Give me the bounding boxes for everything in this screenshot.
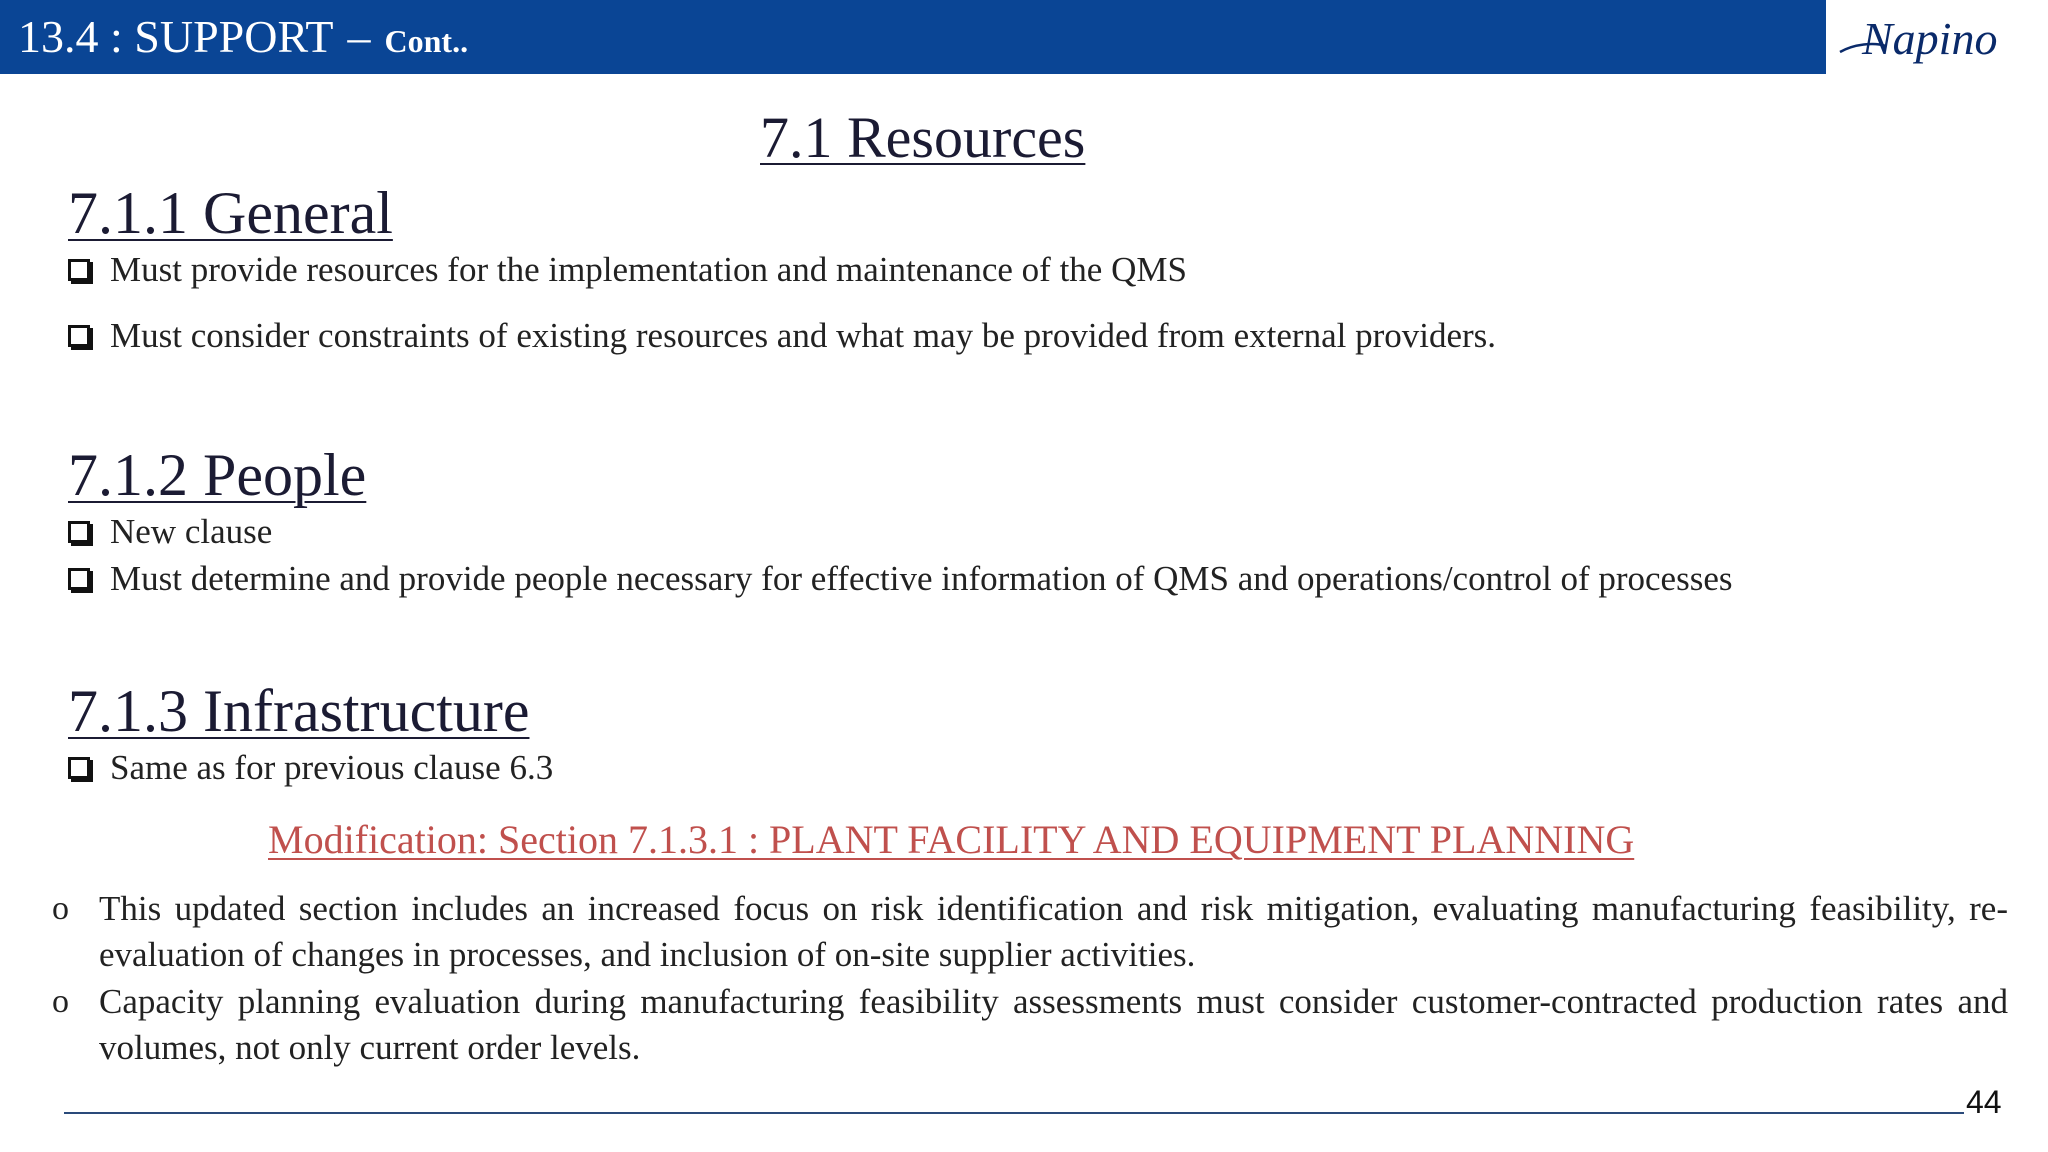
footer-divider <box>64 1112 1964 1114</box>
section-heading-infrastructure: 7.1.3 Infrastructure <box>68 678 530 744</box>
bullet-item <box>68 314 1496 358</box>
section-heading-general: 7.1.1 General <box>68 180 393 246</box>
bullet-item <box>68 746 553 790</box>
circle-bullet-icon: o <box>52 983 69 1020</box>
checkbox-bullet-icon <box>68 521 90 543</box>
checkbox-bullet-icon <box>68 757 90 779</box>
slide-title: 7.1 Resources <box>760 105 1086 170</box>
checkbox-bullet-icon <box>68 568 90 590</box>
bullet-text: Must consider constraints of existing resources and what may be provided from external providers. <box>110 316 1497 355</box>
point-text: This updated section includes an increased focus on risk identification and risk mitigation, evaluating manufacturing feasibility, re-evaluation of changes in processes, and inclusion of on-site supplier activities. <box>99 889 2008 974</box>
circle-bullet-icon: o <box>52 890 69 927</box>
page-number: 44 <box>1966 1084 2002 1120</box>
bullet-item <box>68 248 1187 292</box>
checkbox-bullet-icon <box>68 325 90 347</box>
bullet-text: Same as for previous clause 6.3 <box>110 748 554 787</box>
point-text: Capacity planning evaluation during manufacturing feasibility assessments must consider customer-contracted production rates and volumes, not only current order levels. <box>99 982 2008 1067</box>
section-heading-people: 7.1.2 People <box>68 442 367 508</box>
logo-text: Napino <box>1862 13 1998 64</box>
napino-logo <box>1834 8 2044 74</box>
bullet-text: Must determine and provide people necessary for effective information of QMS and operations/control of processes <box>110 559 1733 598</box>
bullet-text: New clause <box>110 512 273 551</box>
checkbox-bullet-icon <box>68 259 90 281</box>
modification-heading: Modification: Section 7.1.3.1 : PLANT FACILITY AND EQUIPMENT PLANNING <box>268 817 1635 862</box>
point-item <box>52 886 2008 978</box>
header-title <box>18 10 468 68</box>
header-cont: Cont.. <box>384 23 469 59</box>
header-bar <box>0 0 1826 74</box>
header-section: 13.4 : SUPPORT <box>18 11 334 62</box>
bullet-item <box>68 557 1732 601</box>
point-item <box>52 979 2008 1071</box>
header-separator: – <box>347 11 371 62</box>
bullet-text: Must provide resources for the implementation and maintenance of the QMS <box>110 250 1187 289</box>
bullet-item <box>68 510 272 554</box>
